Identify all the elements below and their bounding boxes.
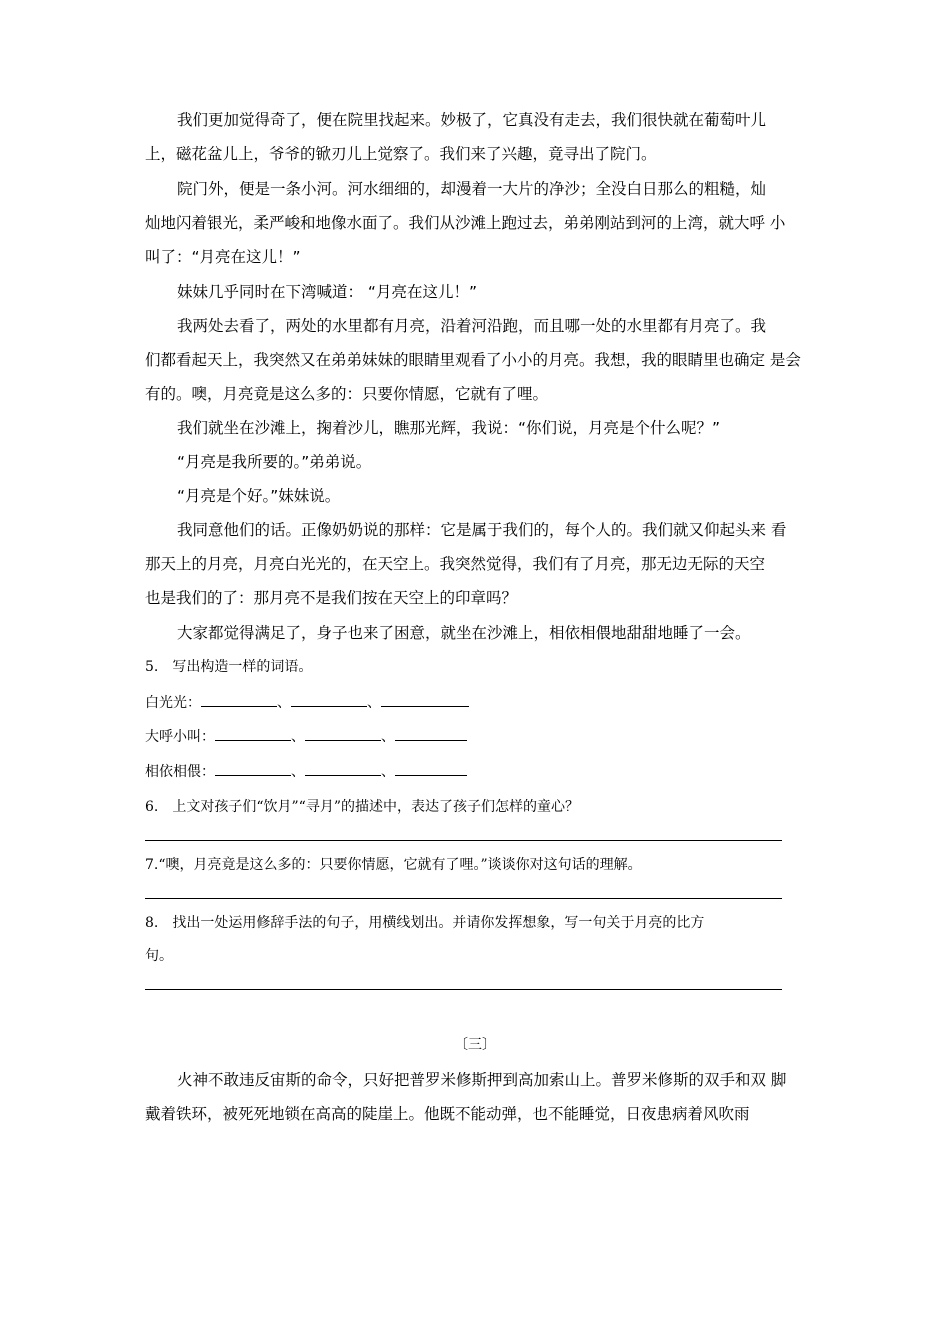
question-8-cont: 句。 bbox=[145, 948, 173, 964]
passage-line: 我们就坐在沙滩上，掬着沙儿，瞧那光辉，我说：“你们说，月亮是个什么呢？” bbox=[177, 419, 721, 437]
passage-line: 上，磁花盆儿上，爷爷的锨刃儿上觉察了。我们来了兴趣，竟寻出了院门。 bbox=[145, 145, 657, 163]
answer-blank[interactable] bbox=[215, 761, 291, 776]
passage-line: “月亮是个好。”妹妹说。 bbox=[177, 487, 341, 505]
question-6: 6. 上文对孩子们“饮月”“寻月”的描述中，表达了孩子们怎样的童心？ bbox=[145, 799, 579, 815]
answer-blank[interactable] bbox=[305, 726, 381, 741]
passage-line: 们都看起天上，我突然又在弟弟妹妹的眼睛里观看了小小的月亮。我想，我的眼睛里也确定 是会 bbox=[145, 351, 801, 369]
q5-row-1 bbox=[145, 692, 469, 712]
answer-line[interactable] bbox=[145, 840, 782, 841]
passage-line: “月亮是我所要的。”弟弟说。 bbox=[177, 453, 372, 471]
passage-line: 戴着铁环，被死死地锁在高高的陡崖上。他既不能动弹，也不能睡觉，日夜患病着风吹雨 bbox=[145, 1105, 750, 1123]
separator: 、 bbox=[381, 764, 395, 780]
answer-blank[interactable] bbox=[395, 761, 467, 776]
separator: 、 bbox=[381, 729, 395, 745]
q5-row-2 bbox=[145, 726, 467, 746]
question-5: 5. 写出构造一样的词语。 bbox=[145, 659, 313, 675]
q5-item-label: 白光光： bbox=[145, 695, 201, 711]
answer-blank[interactable] bbox=[305, 761, 381, 776]
passage-line: 那天上的月亮，月亮白光光的，在天空上。我突然觉得，我们有了月亮，那无边无际的天空 bbox=[145, 555, 766, 573]
answer-line[interactable] bbox=[145, 989, 782, 990]
answer-blank[interactable] bbox=[215, 726, 291, 741]
section-heading: 〔三〕 bbox=[454, 1037, 496, 1053]
passage-line: 我两处去看了，两处的水里都有月亮，沿着河沿跑，而且哪一处的水里都有月亮了。我 bbox=[177, 317, 767, 335]
passage-line: 有的。噢，月亮竟是这么多的：只要你情愿，它就有了哩。 bbox=[145, 385, 549, 403]
question-8: 8. 找出一处运用修辞手法的句子，用横线划出。并请你发挥想象，写一句关于月亮的比方 bbox=[145, 915, 705, 931]
separator: 、 bbox=[277, 695, 291, 711]
separator: 、 bbox=[291, 764, 305, 780]
answer-blank[interactable] bbox=[381, 692, 469, 707]
passage-line: 妹妹几乎同时在下湾喊道： “月亮在这儿！” bbox=[177, 283, 477, 301]
passage-line: 火神不敢违反宙斯的命令，只好把普罗米修斯押到高加索山上。普罗米修斯的双手和双 脚 bbox=[177, 1071, 787, 1089]
q5-item-label: 相依相偎： bbox=[145, 764, 215, 780]
passage-line: 我同意他们的话。正像奶奶说的那样：它是属于我们的，每个人的。我们就又仰起头来 看 bbox=[177, 521, 787, 539]
q5-row-3 bbox=[145, 761, 467, 781]
passage-line: 叫了：“月亮在这儿！” bbox=[145, 248, 301, 266]
answer-blank[interactable] bbox=[395, 726, 467, 741]
passage-line: 也是我们的了：那月亮不是我们按在天空上的印章吗？ bbox=[145, 589, 518, 607]
q5-item-label: 大呼小叫： bbox=[145, 729, 215, 745]
answer-blank[interactable] bbox=[201, 692, 277, 707]
answer-line[interactable] bbox=[145, 898, 782, 899]
passage-line: 我们更加觉得奇了，便在院里找起来。妙极了，它真没有走去，我们很快就在葡萄叶儿 bbox=[177, 111, 767, 129]
question-7: 7.“噢，月亮竟是这么多的：只要你情愿，它就有了哩。”谈谈你对这句话的理解。 bbox=[145, 857, 642, 873]
separator: 、 bbox=[291, 729, 305, 745]
answer-blank[interactable] bbox=[291, 692, 367, 707]
passage-line: 灿地闪着银光，柔严峻和地像水面了。我们从沙滩上跑过去，弟弟刚站到河的上湾，就大呼 小 bbox=[145, 214, 786, 232]
separator: 、 bbox=[367, 695, 381, 711]
passage-line: 院门外，便是一条小河。河水细细的，却漫着一大片的净沙；全没白日那么的粗糙，灿 bbox=[177, 180, 767, 198]
passage-line: 大家都觉得满足了，身子也来了困意，就坐在沙滩上，相依相偎地甜甜地睡了一会。 bbox=[177, 624, 751, 642]
